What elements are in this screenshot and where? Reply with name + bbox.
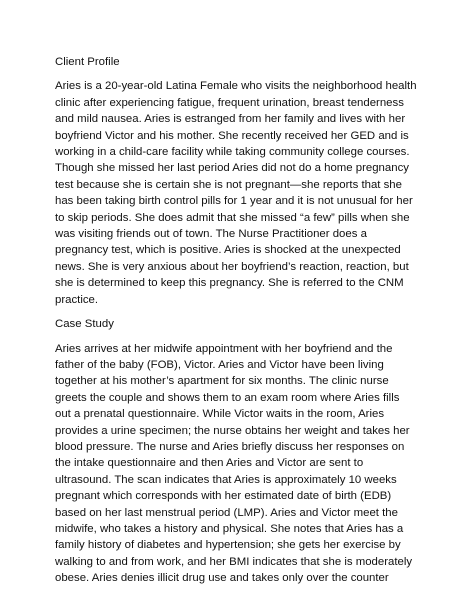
text-line: provides a urine specimen; the nurse obtains her weight and takes her [55,424,410,437]
document-body [55,54,425,595]
text-line: greets the couple and shows them to an exam room where Aries fills [55,391,400,404]
text-line: test because she is certain she is not pregnant—she reports that she [55,178,402,191]
text-line: Though she missed her last period Aries did not do a home pregnancy [55,162,409,175]
text-line: Aries arrives at her midwife appointment with her boyfriend and the [55,342,393,355]
text-line: clinic after experiencing fatigue, frequent urination, breast tenderness [55,96,404,109]
text-line: based on her last menstrual period (LMP). Aries and Victor meet the [55,506,398,519]
text-line: and mild nausea. Aries is estranged from her family and lives with her [55,113,406,126]
text-line: to skip periods. She does admit that she missed “a few” pills when she [55,211,410,224]
text-line: obese. Aries denies illicit drug use and takes only over the counter [55,572,389,585]
text-line: pregnancy test, which is positive. Aries is shocked at the unexpected [55,244,401,257]
text-line: has been taking birth control pills for 1 year and it is not unusual for her [55,195,413,208]
section-heading-case-study: Case Study [55,318,114,331]
text-line: Aries is a 20-year-old Latina Female who visits the neighborhood health [55,80,417,93]
text-line: working in a child-care facility while taking community college courses. [55,146,410,159]
text-line: was visiting friends out of town. The Nurse Practitioner does a [55,228,367,241]
text-line: news. She is very anxious about her boyfriend’s reaction, reaction, but [55,260,409,273]
text-line: pregnant which corresponds with her estimated date of birth (EDB) [55,490,392,503]
text-line: she is determined to keep this pregnancy. She is referred to the CNM [55,277,404,290]
text-line: together at his mother’s apartment for six months. The clinic nurse [55,375,389,388]
text-line: family history of diabetes and hypertension; she gets her exercise by [55,539,401,552]
text-line: father of the baby (FOB), Victor. Aries and Victor have been living [55,358,384,371]
text-line: blood pressure. The nurse and Aries briefly discuss her responses on [55,440,405,453]
text-line: out a prenatal questionnaire. While Victor waits in the room, Aries [55,408,385,421]
text-line: the intake questionnaire and then Aries and Victor are sent to [55,457,364,470]
text-line: boyfriend Victor and his mother. She recently received her GED and is [55,129,409,142]
client-profile-paragraph [55,78,425,308]
section-heading-client-profile: Client Profile [55,56,120,68]
text-line: ultrasound. The scan indicates that Aries is approximately 10 weeks [55,473,397,486]
case-study-paragraph [55,341,425,587]
text-line: midwife, who takes a history and physical. She notes that Aries has a [55,522,404,535]
text-line: practice. [55,293,99,306]
text-line: walking to and from work, and her BMI indicates that she is moderately [55,555,413,568]
